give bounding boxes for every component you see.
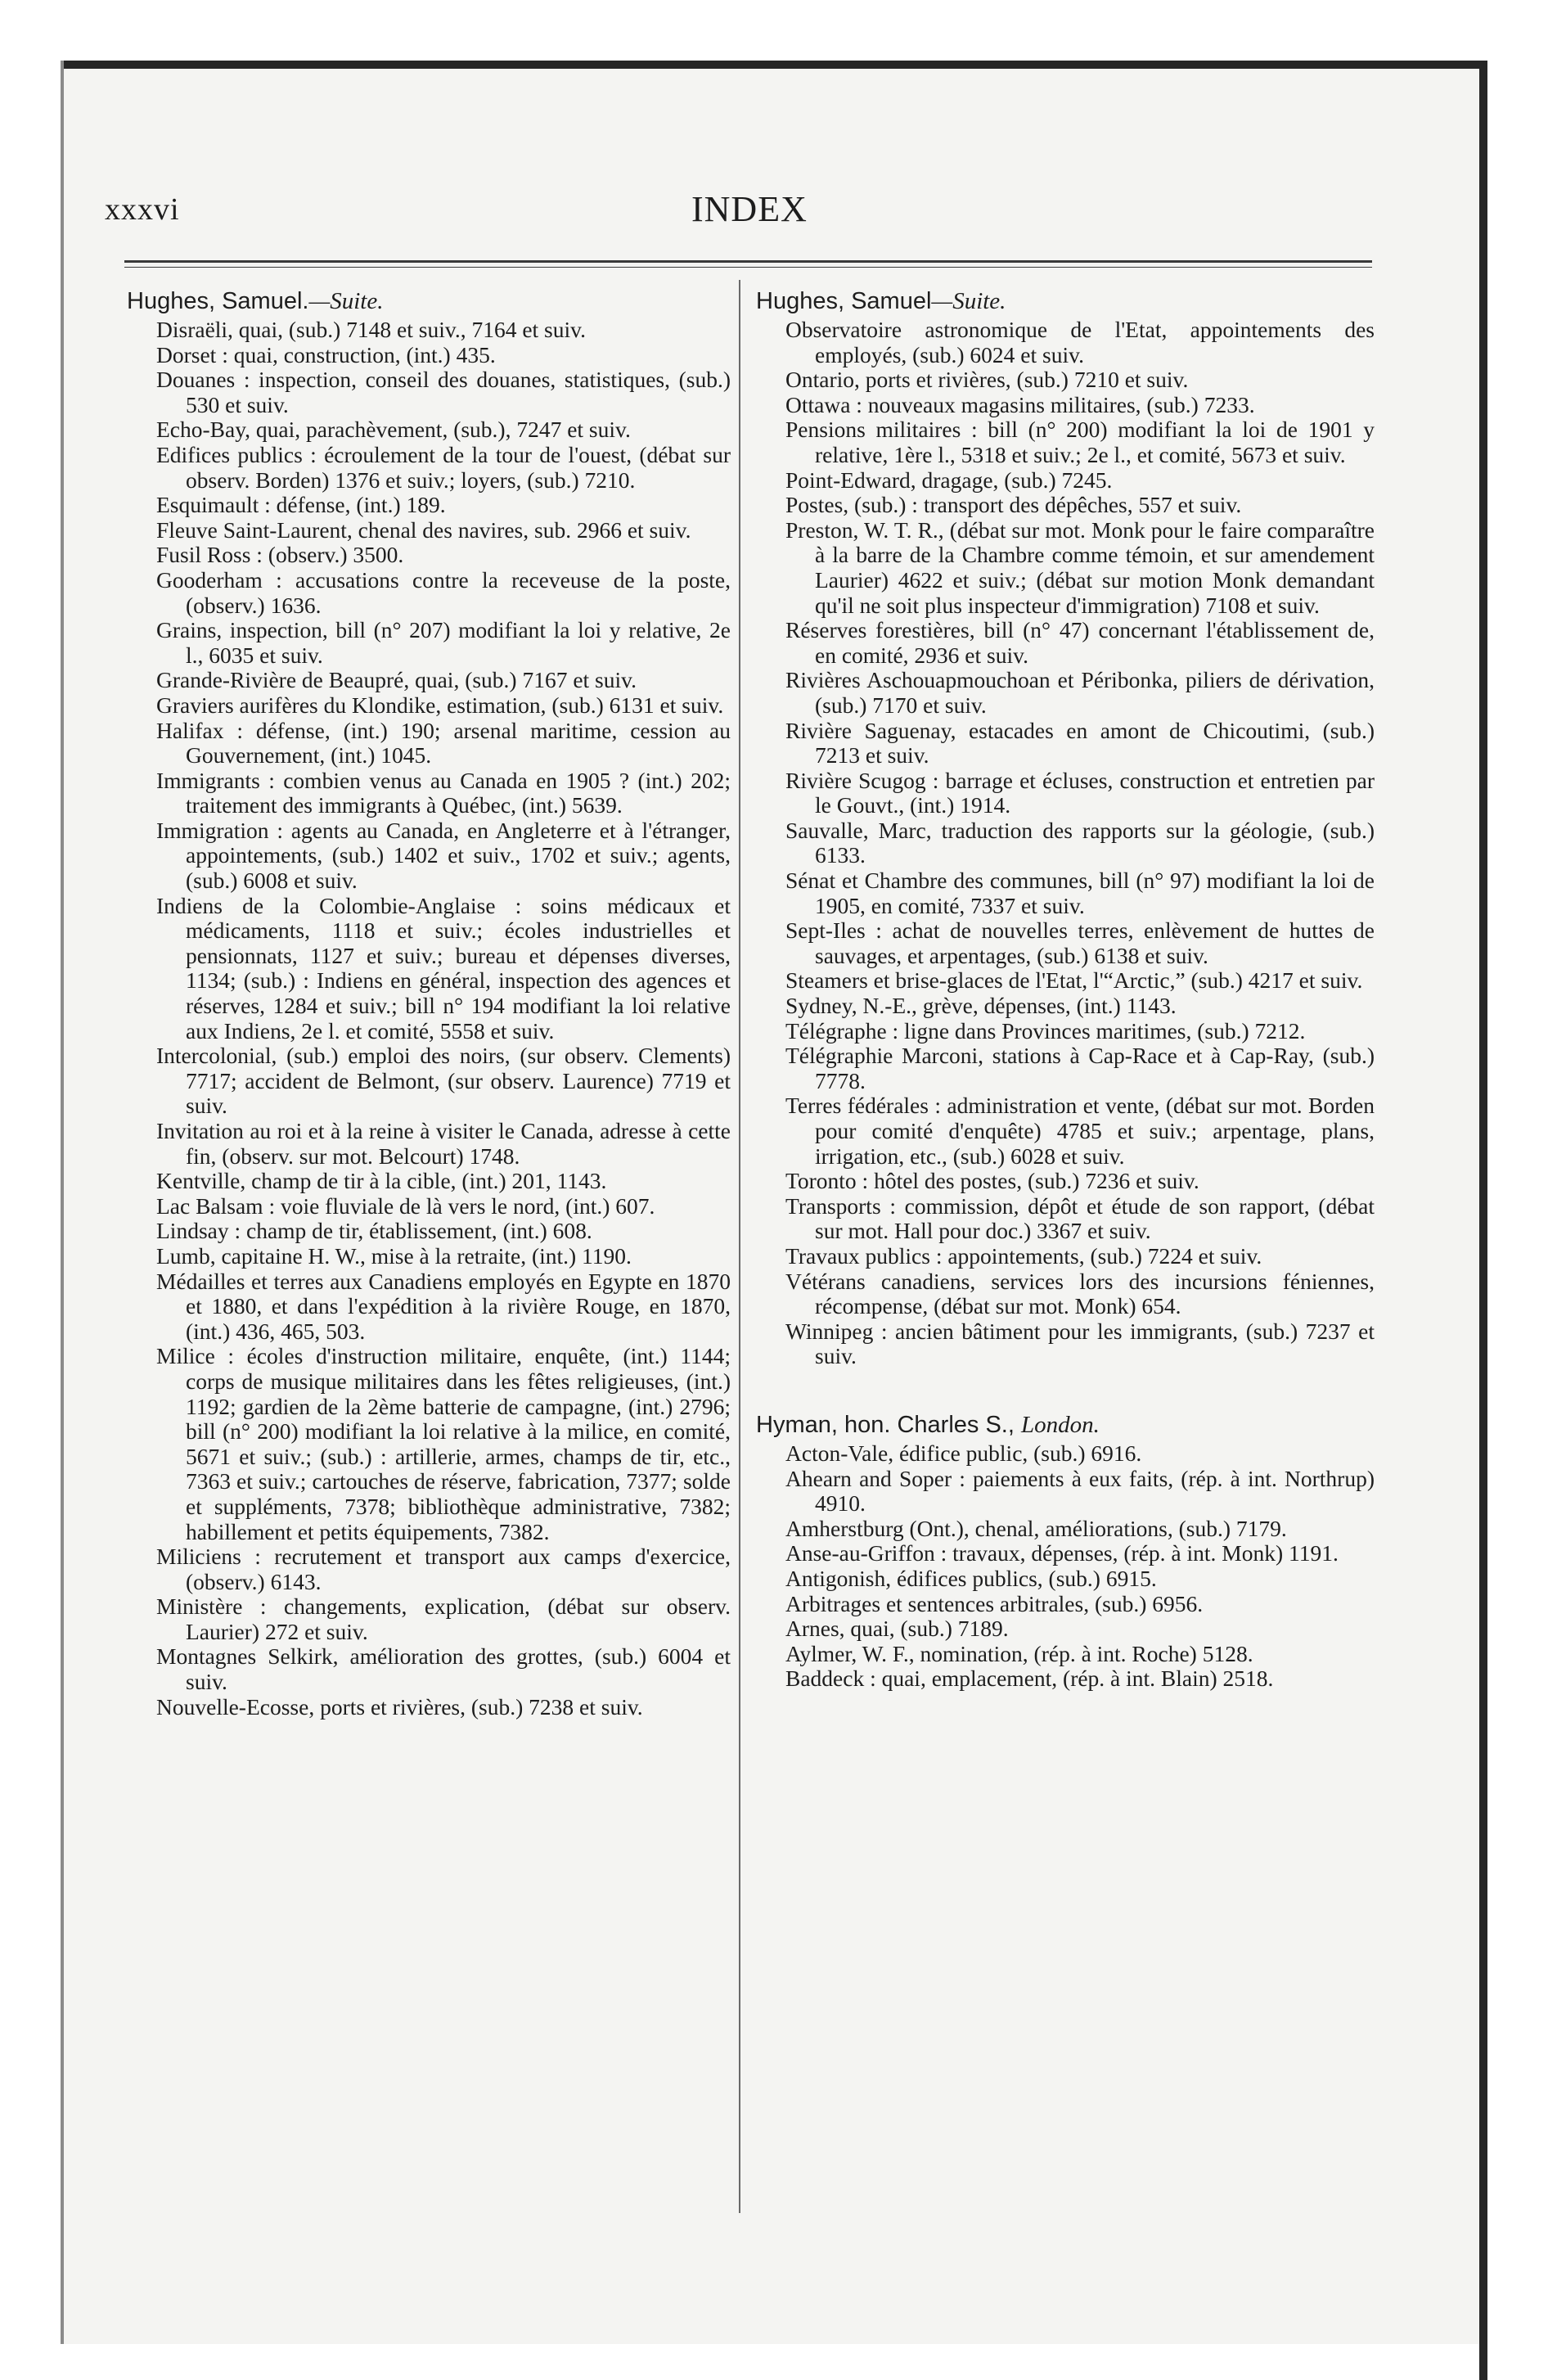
scan-border-right — [1479, 61, 1487, 2380]
index-entry: Preston, W. T. R., (débat sur mot. Monk pour le faire comparaître à la barre de la Chambre comme témoin, et sur amendement Laurier) 4622 et suiv.; (débat sur motion Monk demandant qu'il ne soit plus inspecteur d'immigration) 7108 et suiv. — [785, 516, 1375, 618]
heading-name: Hyman, hon. Charles S., — [756, 1411, 1015, 1438]
index-entry: Télégraphe : ligne dans Provinces maritimes, (sub.) 7212. — [785, 1017, 1306, 1044]
heading-name: Hughes, Samuel. — [127, 288, 309, 314]
index-entry: Arnes, quai, (sub.) 7189. — [785, 1616, 1009, 1642]
index-entry: Lumb, capitaine H. W., mise à la retraite, (int.) 1190. — [156, 1242, 632, 1269]
index-entry: Intercolonial, (sub.) emploi des noirs, (sur observ. Clements) 7717; accident de Belmont, (sur observ. Laurence) 7719 et suiv. — [156, 1043, 731, 1119]
index-entry: Ottawa : nouveaux magasins militaires, (sub.) 7233. — [785, 391, 1255, 417]
heading-suffix: —Suite. — [308, 288, 384, 314]
index-entry: Edifices publics : écroulement de la tour de l'ouest, (débat sur observ. Borden) 1376 et suiv.; loyers, (sub.) 7210. — [156, 441, 731, 493]
index-entry: Invitation au roi et à la reine à visiter le Canada, adresse à cette fin, (observ. sur mot. Belcourt) 1748. — [156, 1118, 731, 1169]
index-entry: Sydney, N.-E., grève, dépenses, (int.) 1143. — [785, 993, 1177, 1019]
column-divider — [739, 280, 740, 2213]
subentry-list — [785, 318, 1375, 1369]
index-entry: Esquimault : défense, (int.) 189. — [156, 492, 446, 518]
index-entry: Indiens de la Colombie-Anglaise : soins médicaux et médicaments, 1118 et suiv.; écoles industrielles et pensionnats, 1127 et suiv.; bureau et dépenses diverses, 1134; (sub.) : Indiens en général, inspection des agences et réserves, 1284 et suiv.; bill n° 194 modifiant la loi relative aux Indiens, 2e l. et comité, 5558 et suiv. — [156, 892, 731, 1044]
index-entry: Douanes : inspection, conseil des douanes, statistiques, (sub.) 530 et suiv. — [156, 367, 731, 417]
index-entry: Toronto : hôtel des postes, (sub.) 7236 et suiv. — [785, 1168, 1199, 1194]
index-entry: Halifax : défense, (int.) 190; arsenal maritime, cession au Gouvernement, (int.) 1045. — [156, 717, 731, 769]
index-entry: Lindsay : champ de tir, établissement, (int.) 608. — [156, 1218, 592, 1244]
index-entry: Rivière Scugog : barrage et écluses, construction et entretien par le Gouvt., (int.) 1914. — [785, 767, 1375, 818]
index-entry: Télégraphie Marconi, stations à Cap-Race et à Cap-Ray, (sub.) 7778. — [785, 1043, 1375, 1093]
index-entry: Graviers aurifères du Klondike, estimation, (sub.) 6131 et suiv. — [156, 692, 724, 718]
index-entry: Gooderham : accusations contre la receveuse de la poste, (observ.) 1636. — [156, 566, 731, 618]
index-entry: Nouvelle-Ecosse, ports et rivières, (sub.) 7238 et suiv. — [156, 1693, 643, 1720]
index-entry: Steamers et brise-glaces de l'Etat, l'“Arctic,” (sub.) 4217 et suiv. — [785, 967, 1363, 994]
index-entry: Lac Balsam : voie fluviale de là vers le nord, (int.) 607. — [156, 1192, 655, 1219]
index-entry: Terres fédérales : administration et vente, (débat sur mot. Borden pour comité d'enquête) 4785 et suiv.; arpentage, plans, irrigation, etc., (sub.) 6028 et suiv. — [785, 1093, 1375, 1169]
index-entry: Dorset : quai, construction, (int.) 435. — [156, 341, 496, 367]
heading-name: Hughes, Samuel — [756, 288, 932, 314]
index-entry: Observatoire astronomique de l'Etat, appointements des employés, (sub.) 6024 et suiv. — [785, 317, 1375, 367]
index-entry: Baddeck : quai, emplacement, (rép. à int. Blain) 2518. — [785, 1666, 1274, 1692]
index-entry: Réserves forestières, bill (n° 47) concernant l'établissement de, en comité, 2936 et suiv. — [785, 617, 1375, 668]
index-entry: Miliciens : recrutement et transport aux camps d'exercice, (observ.) 6143. — [156, 1544, 731, 1594]
index-entry: Kentville, champ de tir à la cible, (int.) 201, 1143. — [156, 1168, 607, 1194]
index-entry: Postes, (sub.) : transport des dépêches, 557 et suiv. — [785, 492, 1242, 518]
index-entry: Aylmer, W. F., nomination, (rép. à int. Roche) 5128. — [785, 1640, 1253, 1666]
index-entry: Ministère : changements, explication, (débat sur observ. Laurier) 272 et suiv. — [156, 1593, 731, 1644]
index-entry: Travaux publics : appointements, (sub.) 7224 et suiv. — [785, 1242, 1262, 1269]
header-rule — [124, 260, 1372, 263]
index-entry: Antigonish, édifices publics, (sub.) 6915. — [785, 1565, 1157, 1591]
header-rule-thin — [124, 267, 1372, 268]
scan-border-top — [61, 61, 1487, 69]
index-entry: Disraëli, quai, (sub.) 7148 et suiv., 7164 et suiv. — [156, 317, 586, 342]
index-entry: Pensions militaires : bill (n° 200) modifiant la loi de 1901 y relative, 1ère l., 5318 et suiv.; 2e l., et comité, 5673 et suiv. — [785, 417, 1375, 467]
left-column — [127, 286, 731, 1720]
subentry-list — [785, 1441, 1375, 1692]
index-entry: Arbitrages et sentences arbitrales, (sub.) 6956. — [785, 1590, 1204, 1616]
entry-heading — [756, 286, 1375, 316]
right-column — [756, 286, 1375, 1692]
index-entry: Grains, inspection, bill (n° 207) modifiant la loi y relative, 2e l., 6035 et suiv. — [156, 617, 731, 668]
index-entry: Point-Edward, dragage, (sub.) 7245. — [785, 467, 1113, 493]
index-entry: Winnipeg : ancien bâtiment pour les immigrants, (sub.) 7237 et suiv. — [785, 1318, 1375, 1369]
page-title: INDEX — [691, 189, 808, 229]
index-entry: Sauvalle, Marc, traduction des rapports sur la géologie, (sub.) 6133. — [785, 817, 1375, 868]
index-entry: Milice : écoles d'instruction militaire, enquête, (int.) 1144; corps de musique militaires dans les fêtes religieuses, (int.) 1192; gardien de la 2ème batterie de campagne, (int.) 2796; bill (n° 200) modifiant la loi relative à la milice, en comité, 5671 et suiv.; (sub.) : artillerie, armes, champs de tir, etc., 7363 et suiv.; cartouches de réserve, fabrication, 7377; solde et suppléments, 7378; bibliothèque administrative, 7382; habillement et petits équipements, 7382. — [156, 1343, 731, 1544]
index-entry: Acton-Vale, édifice public, (sub.) 6916. — [785, 1440, 1142, 1466]
index-entry: Anse-au-Griffon : travaux, dépenses, (rép. à int. Monk) 1191. — [785, 1540, 1339, 1566]
subentry-list — [156, 318, 731, 1720]
index-entry: Echo-Bay, quai, parachèvement, (sub.), 7247 et suiv. — [156, 417, 631, 443]
index-entry: Fusil Ross : (observ.) 3500. — [156, 542, 404, 568]
entry-heading — [756, 1410, 1375, 1440]
index-entry: Vétérans canadiens, services lors des incursions féniennes, récompense, (débat sur mot. Monk) 654. — [785, 1268, 1375, 1319]
heading-suffix: London. — [1020, 1411, 1100, 1438]
heading-suffix: —Suite. — [931, 288, 1006, 314]
index-entry: Amherstburg (Ont.), chenal, améliorations, (sub.) 7179. — [785, 1515, 1287, 1541]
index-entry: Ahearn and Soper : paiements à eux faits, (rép. à int. Northrup) 4910. — [785, 1465, 1375, 1517]
index-entry: Médailles et terres aux Canadiens employés en Egypte en 1870 et 1880, et dans l'expédition à la rivière Rouge, en 1870, (int.) 436, 465, 503. — [156, 1268, 731, 1344]
index-entry: Rivière Saguenay, estacades en amont de Chicoutimi, (sub.) 7213 et suiv. — [785, 717, 1375, 769]
index-entry: Immigrants : combien venus au Canada en 1905 ? (int.) 202; traitement des immigrants à Québec, (int.) 5639. — [156, 767, 731, 818]
index-entry: Sénat et Chambre des communes, bill (n° 97) modifiant la loi de 1905, en comité, 7337 et suiv. — [785, 868, 1375, 918]
index-entry: Montagnes Selkirk, amélioration des grottes, (sub.) 6004 et suiv. — [156, 1643, 731, 1695]
index-entry: Fleuve Saint-Laurent, chenal des navires, sub. 2966 et suiv. — [156, 516, 691, 543]
index-entry: Ontario, ports et rivières, (sub.) 7210 et suiv. — [785, 367, 1189, 393]
index-entry: Rivières Aschouapmouchoan et Péribonka, piliers de dérivation, (sub.) 7170 et suiv. — [785, 667, 1375, 718]
entry-heading — [127, 286, 731, 316]
index-entry: Grande-Rivière de Beaupré, quai, (sub.) 7167 et suiv. — [156, 667, 637, 693]
page-number: xxxvi — [105, 192, 180, 227]
index-entry: Sept-Iles : achat de nouvelles terres, enlèvement de huttes de sauvages, et arpentages, (sub.) 6138 et suiv. — [785, 917, 1375, 968]
index-entry: Immigration : agents au Canada, en Angleterre et à l'étranger, appointements, (sub.) 1402 et suiv., 1702 et suiv.; agents, (sub.) 6008 et suiv. — [156, 817, 731, 894]
index-entry: Transports : commission, dépôt et étude de son rapport, (débat sur mot. Hall pour doc.) 3367 et suiv. — [785, 1192, 1375, 1244]
